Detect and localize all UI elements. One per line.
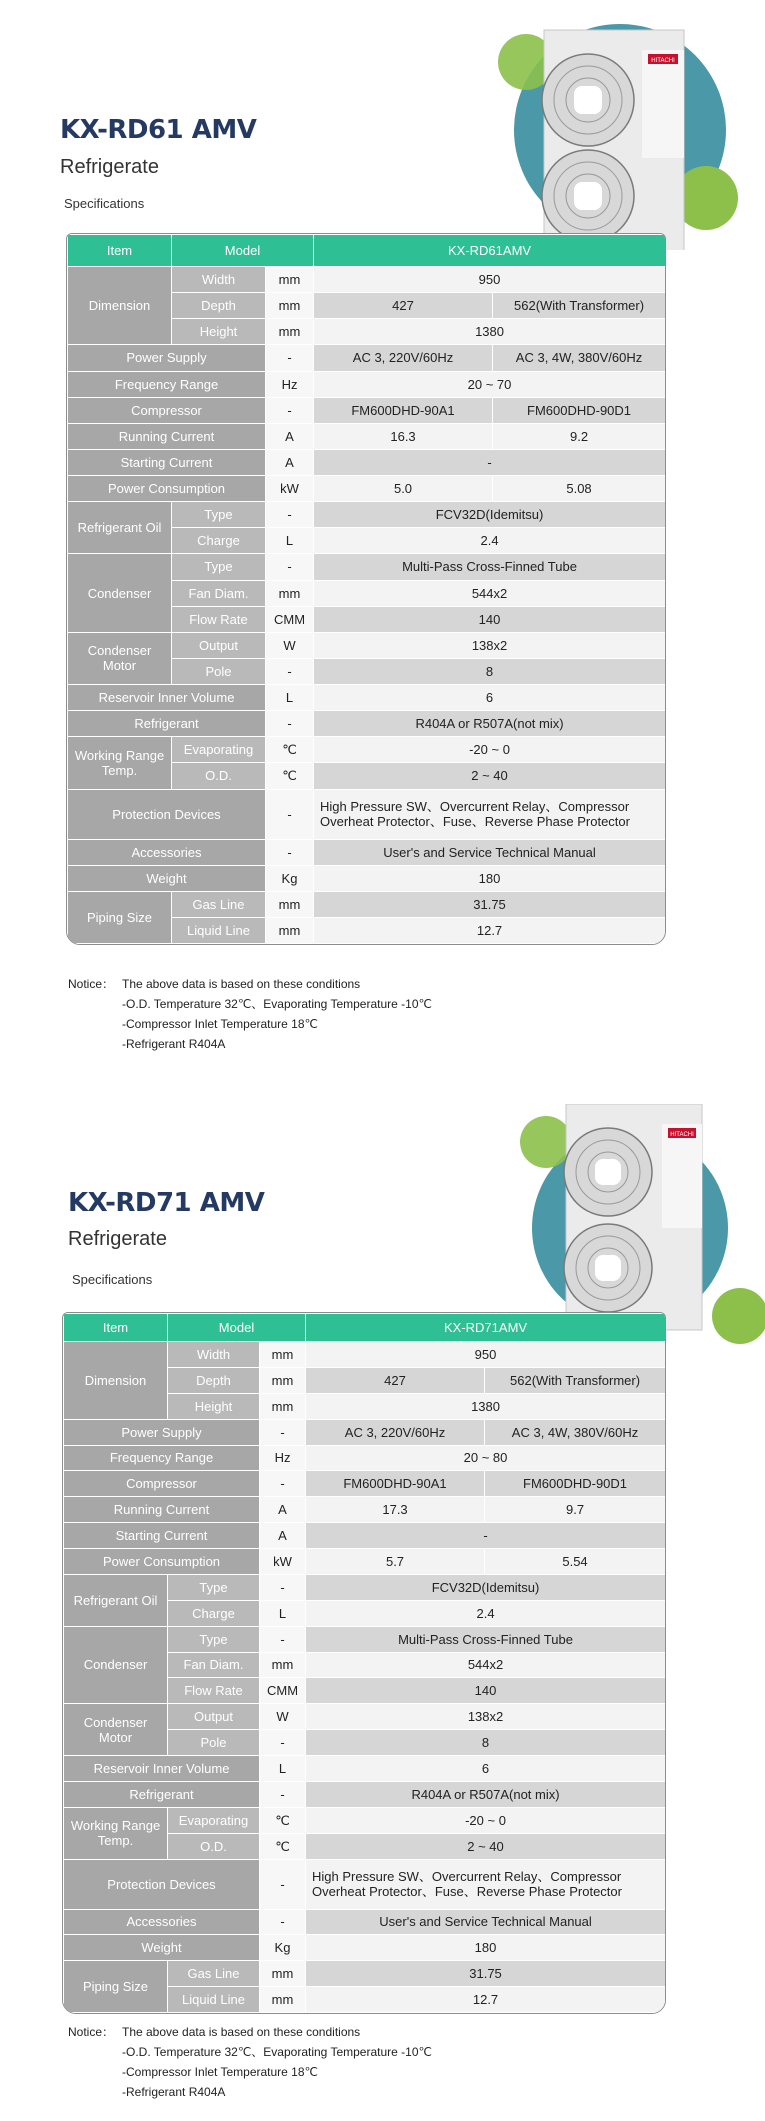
unit-protection: - [260,1859,306,1909]
unit-width: mm [260,1342,306,1368]
notice-label: Notice： [68,2025,115,2039]
row-label-dimension: Dimension [68,267,172,345]
value-starting-current: - [314,449,666,475]
brand-logo: HITACHI [670,1132,694,1138]
unit-flow-rate: CMM [266,606,314,632]
sub-label-output: Output [168,1704,260,1730]
notice-line: -O.D. Temperature 32℃、Evaporating Temperature -10℃ [122,2045,432,2059]
row-label-starting-current: Starting Current [64,1523,260,1549]
value-flow-rate: 140 [314,606,666,632]
unit-side-panel [662,1124,702,1228]
row-label-running-current: Running Current [64,1497,260,1523]
outdoor-unit-image [492,12,754,250]
value-oil-charge: 2.4 [306,1600,666,1626]
value-weight: 180 [314,865,666,891]
row-label-refrigerant-oil: Refrigerant Oil [68,502,172,554]
unit-pole: - [260,1730,306,1756]
row-label-weight: Weight [64,1935,260,1961]
unit-cond-type: - [260,1626,306,1652]
sub-label-cond-type: Type [168,1626,260,1652]
unit-section-1 [0,0,765,1060]
row-label-reservoir: Reservoir Inner Volume [68,685,266,711]
sub-label-liquid-line: Liquid Line [172,917,266,943]
unit-fan-diam: mm [266,580,314,606]
fan-hub [595,1159,621,1185]
unit-gas-line: mm [266,891,314,917]
notice-block [68,2022,432,2102]
sub-label-flow-rate: Flow Rate [172,606,266,632]
value-protection-line-1: High Pressure SW、Overcurrent Relay、Compressor [312,1869,622,1884]
row-label-compressor: Compressor [64,1471,260,1497]
value-evaporating: -20 ~ 0 [314,737,666,763]
model-title: KX-RD61 AMV [60,115,257,145]
unit-liquid-line: mm [260,1987,306,2013]
value-fan-diam: 544x2 [306,1652,666,1678]
sub-label-width: Width [172,267,266,293]
sub-label-liquid-line: Liquid Line [168,1987,260,2013]
row-label-refrigerant-oil: Refrigerant Oil [64,1574,168,1626]
spec-table [62,1312,666,2014]
value-power-consumption-a: 5.7 [306,1549,485,1575]
value-depth-a: 427 [306,1367,485,1393]
row-label-refrigerant: Refrigerant [68,711,266,737]
unit-starting-current: A [260,1523,306,1549]
sub-label-height: Height [168,1393,260,1419]
sub-label-fan-diam: Fan Diam. [172,580,266,606]
value-accessories: User's and Service Technical Manual [306,1909,666,1935]
value-depth-a: 427 [314,293,493,319]
sub-label-width: Width [168,1342,260,1368]
sub-label-od: O.D. [168,1833,260,1859]
sub-label-depth: Depth [168,1367,260,1393]
value-height: 1380 [314,319,666,345]
unit-oil-type: - [266,502,314,528]
sub-label-oil-charge: Charge [172,528,266,554]
unit-liquid-line: mm [266,917,314,943]
specifications-label: Specifications [64,196,145,211]
unit-height: mm [266,319,314,345]
sub-label-flow-rate: Flow Rate [168,1678,260,1704]
value-cond-type: Multi-Pass Cross-Finned Tube [306,1626,666,1652]
unit-od: ℃ [260,1833,306,1859]
header-item: Item [64,1314,168,1342]
notice-line: The above data is based on these conditions [122,977,361,991]
header-model-name: KX-RD61AMV [314,235,666,267]
unit-flow-rate: CMM [260,1678,306,1704]
unit-power-consumption: kW [260,1549,306,1575]
value-compressor-b: FM600DHD-90D1 [485,1471,666,1497]
sub-label-oil-type: Type [172,502,266,528]
unit-pole: - [266,658,314,684]
unit-reservoir: L [260,1756,306,1782]
model-subtitle: Refrigerate [60,156,159,178]
sub-label-evaporating: Evaporating [168,1807,260,1833]
value-od: 2 ~ 40 [306,1833,666,1859]
value-liquid-line: 12.7 [314,917,666,943]
value-output: 138x2 [314,632,666,658]
sub-label-pole: Pole [168,1730,260,1756]
value-power-supply-b: AC 3, 4W, 380V/60Hz [493,345,666,371]
value-liquid-line: 12.7 [306,1987,666,2013]
notice-line: -Refrigerant R404A [122,2085,226,2099]
header-item: Item [68,235,172,267]
row-label-starting-current: Starting Current [68,449,266,475]
row-label-working-range: Working Range Temp. [68,737,172,789]
sub-label-height: Height [172,319,266,345]
sub-label-depth: Depth [172,293,266,319]
value-protection-line-2: Overheat Protector、Fuse、Reverse Phase Protector [320,814,630,829]
unit-compressor: - [260,1471,306,1497]
notice-line: The above data is based on these conditions [122,2025,361,2039]
fan-hub [595,1255,621,1281]
value-weight: 180 [306,1935,666,1961]
value-power-consumption-b: 5.54 [485,1549,666,1575]
unit-power-supply: - [260,1419,306,1445]
sub-label-oil-charge: Charge [168,1600,260,1626]
value-compressor-b: FM600DHD-90D1 [493,397,666,423]
value-pole: 8 [314,658,666,684]
unit-depth: mm [266,293,314,319]
row-label-power-supply: Power Supply [64,1419,260,1445]
notice-label: Notice： [68,977,115,991]
row-label-dimension: Dimension [64,1342,168,1420]
header-model: Model [172,235,314,267]
value-compressor-a: FM600DHD-90A1 [314,397,493,423]
outdoor-unit-image [518,1104,765,1344]
row-label-working-range: Working Range Temp. [64,1807,168,1859]
value-flow-rate: 140 [306,1678,666,1704]
row-label-power-supply: Power Supply [68,345,266,371]
unit-refrigerant: - [260,1781,306,1807]
sub-label-oil-type: Type [168,1574,260,1600]
value-height: 1380 [306,1393,666,1419]
unit-height: mm [260,1393,306,1419]
unit-output: W [266,632,314,658]
value-gas-line: 31.75 [314,891,666,917]
row-label-condenser: Condenser [64,1626,168,1704]
value-protection-line-2: Overheat Protector、Fuse、Reverse Phase Protector [312,1884,622,1899]
row-label-piping-size: Piping Size [64,1961,168,2013]
value-frequency: 20 ~ 80 [306,1445,666,1471]
unit-starting-current: A [266,449,314,475]
value-running-current-b: 9.2 [493,423,666,449]
unit-side-panel [642,50,684,158]
value-power-supply-a: AC 3, 220V/60Hz [314,345,493,371]
unit-running-current: A [260,1497,306,1523]
unit-gas-line: mm [260,1961,306,1987]
unit-power-supply: - [266,345,314,371]
value-oil-type: FCV32D(Idemitsu) [314,502,666,528]
row-label-condenser: Condenser [68,554,172,632]
unit-evaporating: ℃ [266,737,314,763]
sub-label-pole: Pole [172,658,266,684]
unit-reservoir: L [266,685,314,711]
row-label-power-consumption: Power Consumption [64,1549,260,1575]
value-pole: 8 [306,1730,666,1756]
value-refrigerant: R404A or R507A(not mix) [306,1781,666,1807]
unit-oil-type: - [260,1574,306,1600]
row-label-reservoir: Reservoir Inner Volume [64,1756,260,1782]
value-od: 2 ~ 40 [314,763,666,789]
row-label-frequency: Frequency Range [64,1445,260,1471]
unit-accessories: - [266,839,314,865]
row-label-running-current: Running Current [68,423,266,449]
value-compressor-a: FM600DHD-90A1 [306,1471,485,1497]
notice-block [68,974,432,1054]
value-running-current-b: 9.7 [485,1497,666,1523]
value-depth-b: 562(With Transformer) [485,1367,666,1393]
lime-circle [520,1116,572,1168]
model-title: KX-RD71 AMV [68,1188,265,1218]
unit-frequency: Hz [260,1445,306,1471]
value-refrigerant: R404A or R507A(not mix) [314,711,666,737]
unit-protection: - [266,789,314,839]
value-gas-line: 31.75 [306,1961,666,1987]
value-running-current-a: 17.3 [306,1497,485,1523]
unit-accessories: - [260,1909,306,1935]
row-label-accessories: Accessories [68,839,266,865]
value-cond-type: Multi-Pass Cross-Finned Tube [314,554,666,580]
row-label-compressor: Compressor [68,397,266,423]
header-model-name: KX-RD71AMV [306,1314,666,1342]
spec-table [66,233,666,945]
unit-width: mm [266,267,314,293]
value-fan-diam: 544x2 [314,580,666,606]
row-label-power-consumption: Power Consumption [68,476,266,502]
sub-label-od: O.D. [172,763,266,789]
sub-label-gas-line: Gas Line [172,891,266,917]
model-subtitle: Refrigerate [68,1228,167,1250]
value-width: 950 [314,267,666,293]
value-protection [314,789,666,839]
unit-compressor: - [266,397,314,423]
value-power-supply-b: AC 3, 4W, 380V/60Hz [485,1419,666,1445]
unit-cond-type: - [266,554,314,580]
row-label-weight: Weight [68,865,266,891]
unit-evaporating: ℃ [260,1807,306,1833]
value-reservoir: 6 [314,685,666,711]
notice-line: -Compressor Inlet Temperature 18℃ [122,2065,319,2079]
unit-oil-charge: L [266,528,314,554]
unit-refrigerant: - [266,711,314,737]
notice-line: -O.D. Temperature 32℃、Evaporating Temperature -10℃ [122,997,432,1011]
fan-hub [574,182,602,210]
value-protection-line-1: High Pressure SW、Overcurrent Relay、Compressor [320,799,630,814]
sub-label-gas-line: Gas Line [168,1961,260,1987]
sub-label-fan-diam: Fan Diam. [168,1652,260,1678]
value-running-current-a: 16.3 [314,423,493,449]
value-output: 138x2 [306,1704,666,1730]
specifications-label: Specifications [72,1272,153,1287]
unit-running-current: A [266,423,314,449]
value-starting-current: - [306,1523,666,1549]
value-evaporating: -20 ~ 0 [306,1807,666,1833]
brand-logo: HITACHI [651,58,675,64]
lime-circle [712,1288,765,1344]
row-label-condenser-motor: Condenser Motor [64,1704,168,1756]
unit-fan-diam: mm [260,1652,306,1678]
value-frequency: 20 ~ 70 [314,371,666,397]
row-label-accessories: Accessories [64,1909,260,1935]
value-width: 950 [306,1342,666,1368]
unit-power-consumption: kW [266,476,314,502]
value-reservoir: 6 [306,1756,666,1782]
value-power-supply-a: AC 3, 220V/60Hz [306,1419,485,1445]
unit-weight: Kg [260,1935,306,1961]
unit-oil-charge: L [260,1600,306,1626]
value-accessories: User's and Service Technical Manual [314,839,666,865]
unit-frequency: Hz [266,371,314,397]
sub-label-output: Output [172,632,266,658]
sub-label-evaporating: Evaporating [172,737,266,763]
row-label-piping-size: Piping Size [68,891,172,943]
notice-line: -Refrigerant R404A [122,1037,226,1051]
row-label-condenser-motor: Condenser Motor [68,632,172,684]
sub-label-cond-type: Type [172,554,266,580]
notice-line: -Compressor Inlet Temperature 18℃ [122,1017,319,1031]
row-label-protection: Protection Devices [68,789,266,839]
row-label-refrigerant: Refrigerant [64,1781,260,1807]
value-depth-b: 562(With Transformer) [493,293,666,319]
row-label-protection: Protection Devices [64,1859,260,1909]
value-oil-charge: 2.4 [314,528,666,554]
value-oil-type: FCV32D(Idemitsu) [306,1574,666,1600]
value-protection [306,1859,666,1909]
unit-output: W [260,1704,306,1730]
unit-depth: mm [260,1367,306,1393]
value-power-consumption-a: 5.0 [314,476,493,502]
row-label-frequency: Frequency Range [68,371,266,397]
value-power-consumption-b: 5.08 [493,476,666,502]
unit-section-2 [0,1080,765,2121]
unit-od: ℃ [266,763,314,789]
fan-hub [574,86,602,114]
header-model: Model [168,1314,306,1342]
unit-weight: Kg [266,865,314,891]
